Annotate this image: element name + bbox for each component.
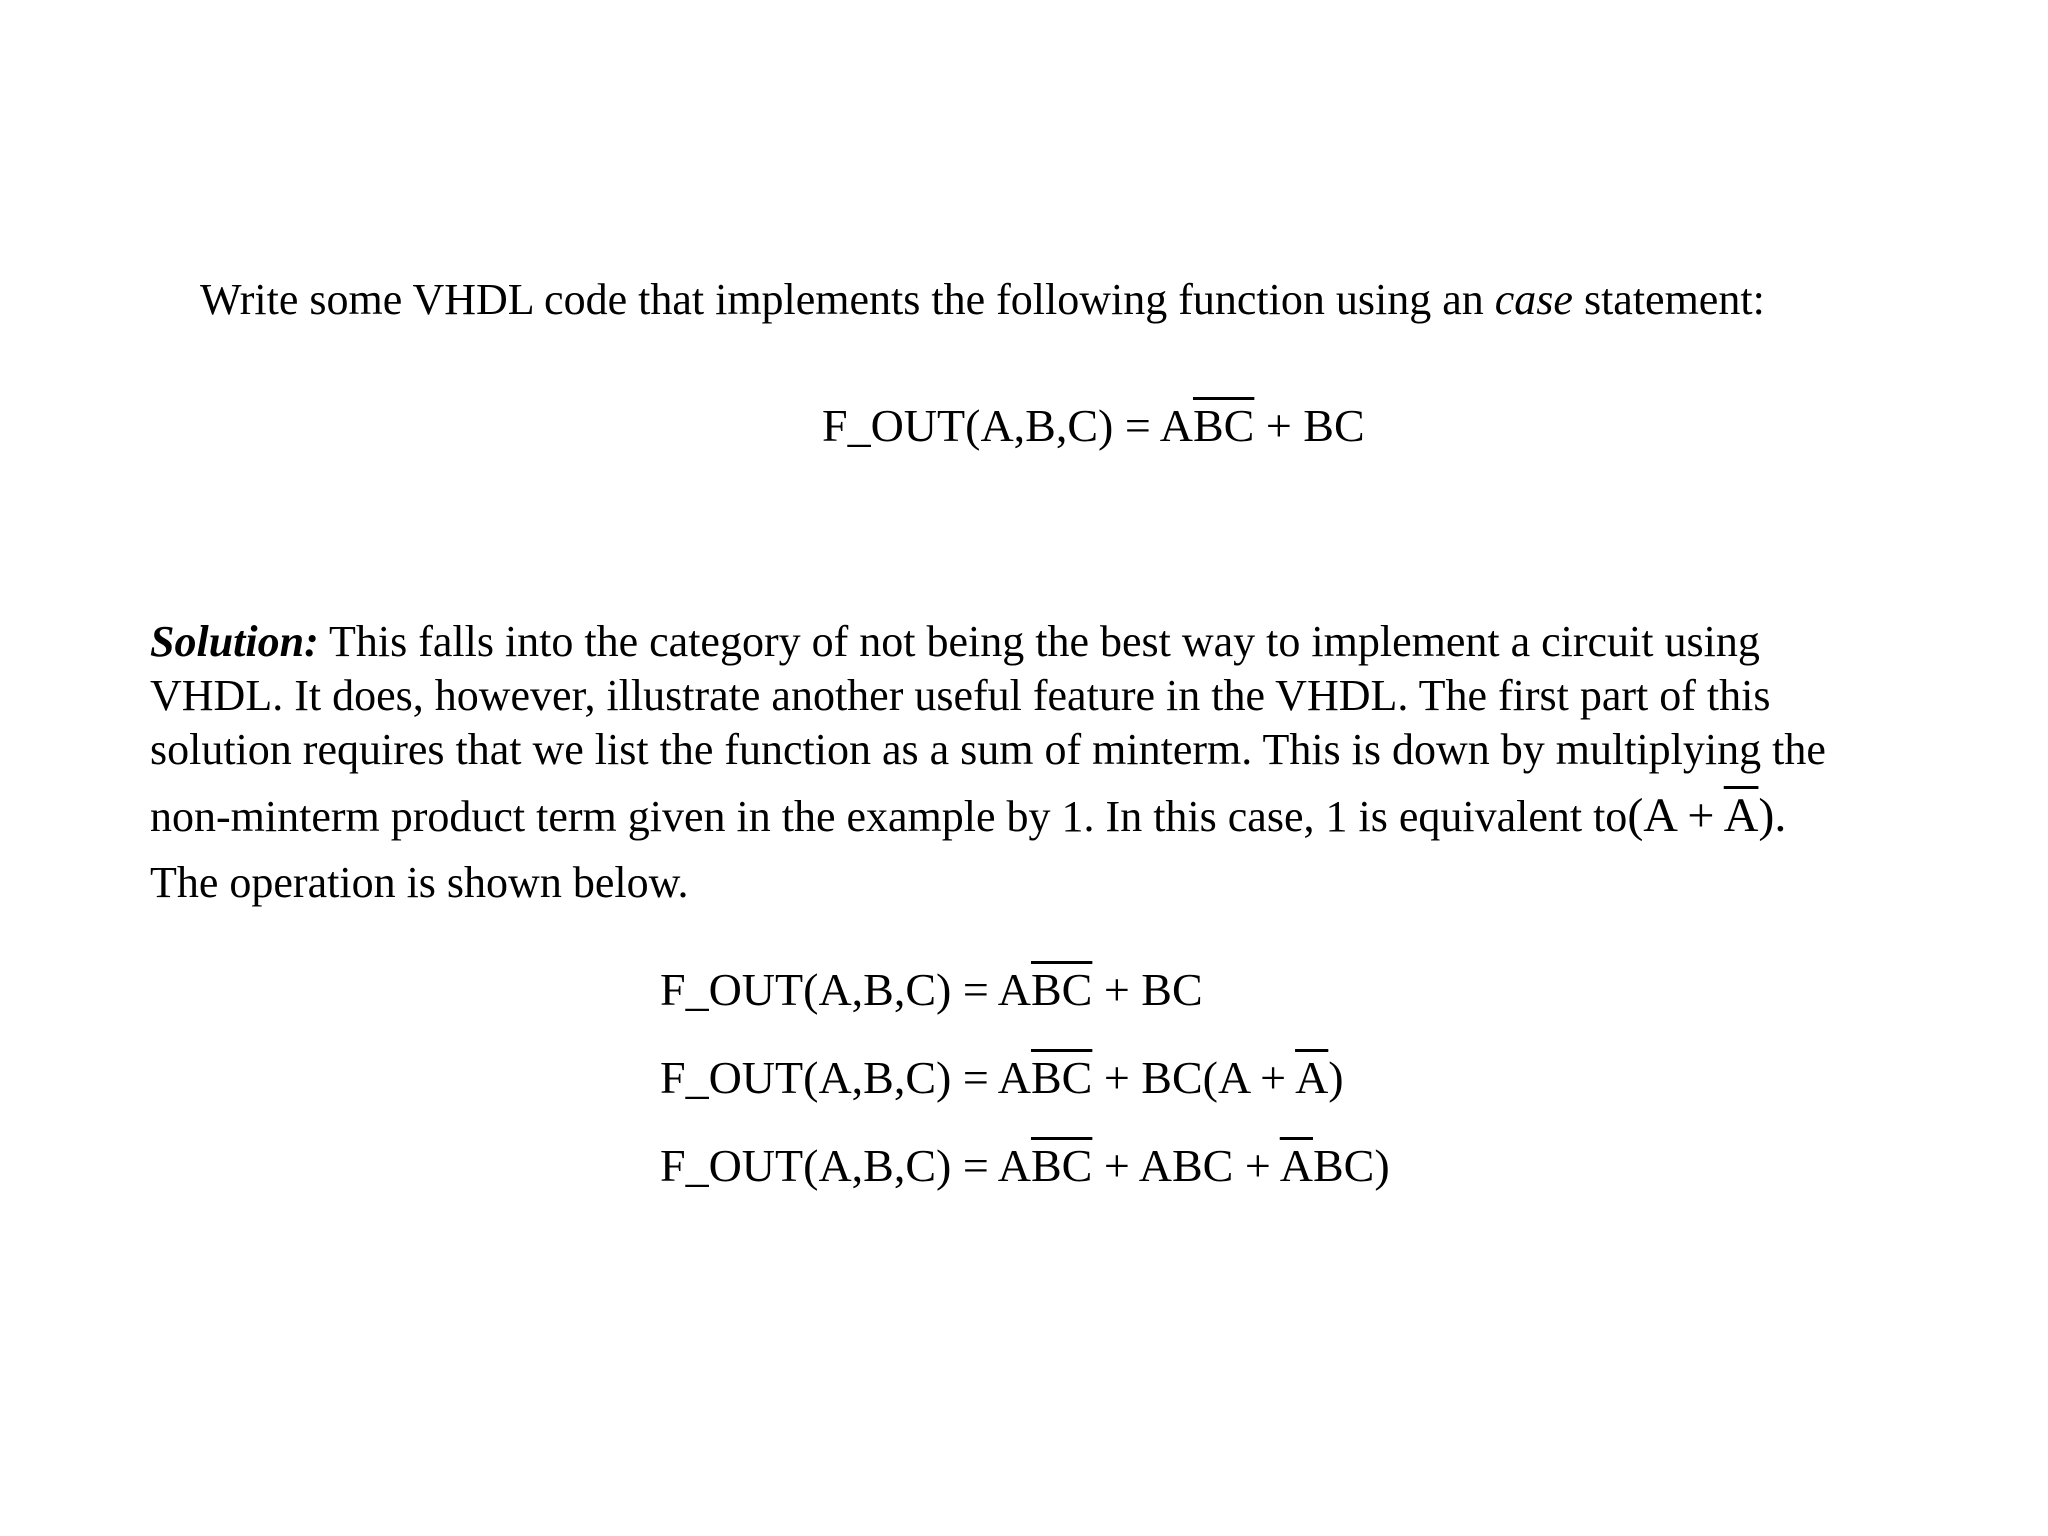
equation-lhs: F_OUT(A,B,C) = A	[660, 964, 1031, 1015]
overline-term-2: $\overline{A}$	[1279, 1140, 1313, 1191]
equation-rest-b: BC)	[1312, 1140, 1390, 1191]
question-text	[200, 270, 1900, 330]
inline-math-bar: $\overline{A}$	[1723, 789, 1759, 842]
inline-math-open: (A +	[1627, 789, 1724, 842]
overline-term-2: $\overline{A}$	[1295, 1052, 1329, 1103]
solution-text-4: non-minterm product term given in the example by 1. In this case, 1 is equivalent to	[150, 792, 1628, 841]
equation-rest: + BC	[1103, 964, 1203, 1015]
solution-text-1: This falls into the category of not being the best way to implement a circuit using	[328, 617, 1760, 666]
inline-math	[1627, 789, 1786, 842]
question-after: statement:	[1583, 275, 1765, 324]
solution-lead: Solution:	[150, 617, 319, 666]
solution-paragraph	[150, 615, 1950, 910]
solution-line-4	[150, 777, 1950, 856]
derivation-equation-2	[660, 1050, 1344, 1106]
overline-term: $\overline{BC}$	[1030, 1140, 1093, 1191]
derivation-equation-1	[660, 962, 1203, 1018]
equation-rest-a: + ABC +	[1103, 1140, 1280, 1191]
question-before: Write some VHDL code that implements the following function using an	[200, 275, 1484, 324]
inline-math-close: ).	[1758, 789, 1787, 842]
equation-lhs: F_OUT(A,B,C) = A	[660, 1140, 1031, 1191]
solution-line-1	[150, 615, 1950, 669]
overline-term: $\overline{BC}$	[1030, 964, 1093, 1015]
question-emphasis: case	[1494, 275, 1573, 324]
overline-term: $\overline{BC}$	[1030, 1052, 1093, 1103]
equation-lhs: F_OUT(A,B,C) = A	[660, 1052, 1031, 1103]
equation-lhs: F_OUT(A,B,C) = A	[822, 400, 1193, 451]
main-equation	[822, 398, 1365, 454]
equation-rest-a: + BC(A +	[1103, 1052, 1296, 1103]
solution-line-5: The operation is shown below.	[150, 858, 689, 907]
derivation-equation-3	[660, 1138, 1390, 1194]
solution-line-2: VHDL. It does, however, illustrate another useful feature in the VHDL. The first part of this	[150, 671, 1771, 720]
equation-rest: + BC	[1265, 400, 1365, 451]
equation-rest-b: )	[1328, 1052, 1344, 1103]
overline-term: $\overline{BC}$	[1192, 400, 1255, 451]
solution-line-3: solution requires that we list the function as a sum of minterm. This is down by multiplying the	[150, 725, 1826, 774]
